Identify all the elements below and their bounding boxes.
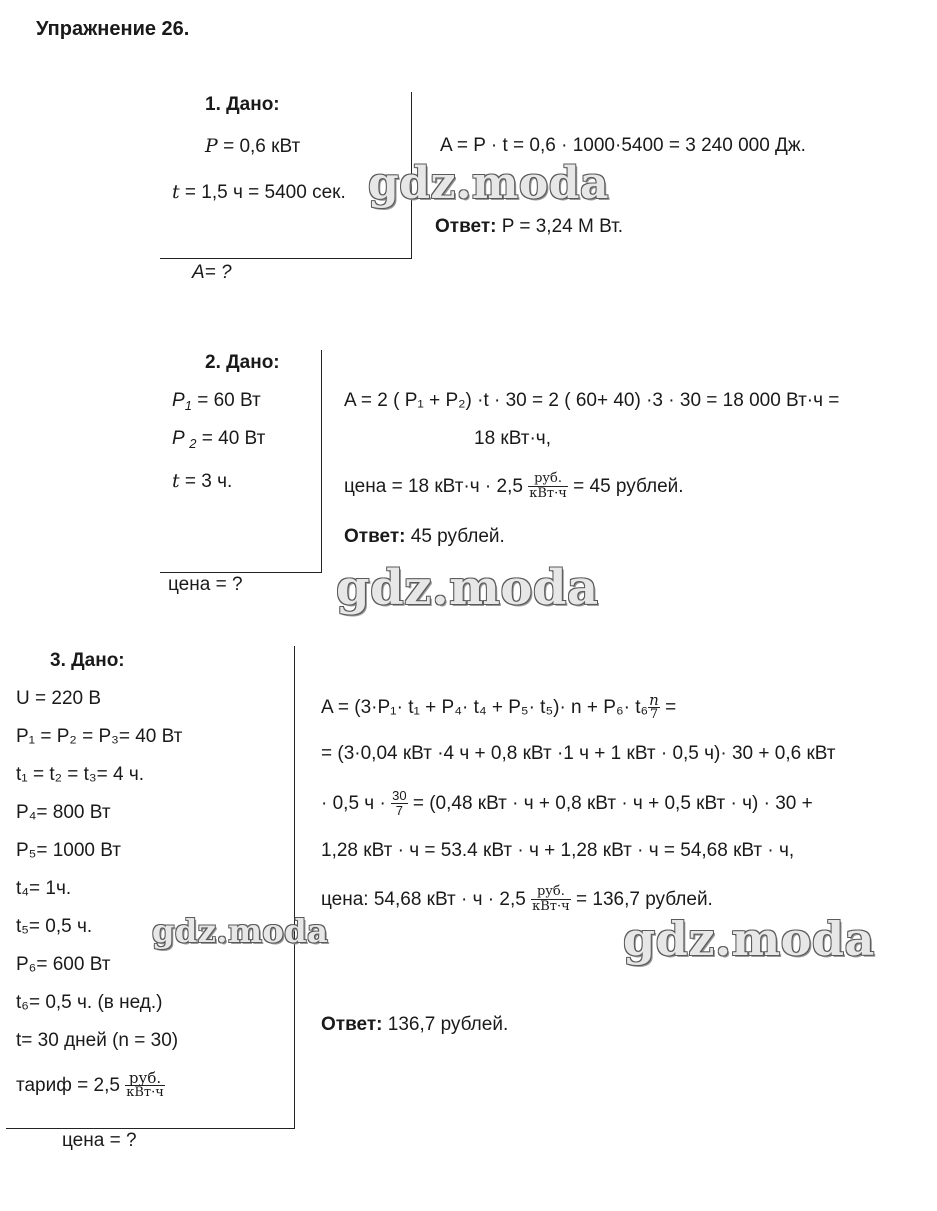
watermark-logo: gdz.moda (623, 912, 875, 966)
p1-solution: A = P · t = 0,6 · 1000·5400 = 3 240 000 Дж. (440, 135, 806, 156)
p2-heading: 2. Дано: (205, 352, 280, 373)
p2-price-line: цена = 18 кВт·ч · 2,5 $\frac{\text{руб.}}{\text{кВт·ч}}$ = 45 рублей. (344, 471, 684, 502)
p2-answer: Ответ: 45 рублей. (344, 526, 505, 547)
p3-given-p123: P₁ = P₂ = P₃= 40 Вт (16, 726, 183, 747)
p3-solution-line2: = (3·0,04 кВт ·4 ч + 0,8 кВт ·1 ч + 1 кВт · 0,5 ч)· 30 + 0,6 кВт (321, 743, 836, 764)
watermark-logo: gdz.moda (336, 560, 599, 616)
p3-line3-fraction: $\frac{30}{7}$ (392, 788, 407, 819)
p3-given-u: U = 220 В (16, 688, 102, 709)
p1-given-time: t = 1,5 ч = 5400 сек. (172, 181, 346, 203)
p3-solution-line1: A = (3·P₁· t₁ + P₄· t₄ + P₅· t₅)· n + P₆· t₆ $\frac{n}{7}$ = (321, 691, 677, 723)
p3-tariff-fraction: $\frac{\text{руб.}}{\text{кВт·ч}}$ (126, 1069, 164, 1101)
watermark-logo: gdz.moda (152, 912, 329, 950)
p3-line1-fraction: $\frac{n}{7}$ (649, 691, 659, 723)
watermark-logo: gdz.moda (368, 158, 610, 209)
p2-divider-vertical (321, 350, 322, 572)
p1-heading: 1. Дано: (205, 94, 280, 115)
p3-find: цена = ? (62, 1130, 137, 1151)
p2-given-p2: P $_2$ = 40 Вт (172, 428, 266, 451)
p3-divider-vertical (294, 646, 295, 1128)
p3-given-t4: t₄= 1ч. (16, 878, 72, 899)
p1-divider-horizontal (160, 258, 412, 259)
p3-given-t: t= 30 дней (n = 30) (16, 1030, 179, 1051)
p3-line5-fraction: $\frac{\text{руб.}}{\text{кВт·ч}}$ (532, 884, 570, 915)
p1-given-power: P = 0,6 кВт (205, 135, 301, 157)
p3-solution-line3: · 0,5 ч · $\frac{30}{7}$ = (0,48 кВт · ч + 0,8 кВт · ч + 0,5 кВт · ч) · 30 + (321, 788, 813, 819)
page-title: Упражнение 26. (36, 18, 190, 40)
p3-given-p6: P₆= 600 Вт (16, 954, 111, 975)
p2-find: цена = ? (168, 574, 243, 595)
p3-given-t6: t₆= 0,5 ч. (в нед.) (16, 992, 163, 1013)
p3-answer: Ответ: 136,7 рублей. (321, 1014, 509, 1035)
p2-formula-line2: 18 кВт·ч, (474, 428, 551, 449)
p3-given-t5: t₅= 0,5 ч. (16, 916, 93, 937)
p2-price-fraction: $\frac{\text{руб.}}{\text{кВт·ч}}$ (529, 471, 567, 502)
p2-given-t: t = 3 ч. (172, 470, 233, 492)
p3-solution-line4: 1,28 кВт · ч = 53.4 кВт · ч + 1,28 кВт · ч = 54,68 кВт · ч, (321, 840, 795, 861)
p3-given-p5: P₅= 1000 Вт (16, 840, 121, 861)
p3-given-p4: P₄= 800 Вт (16, 802, 111, 823)
p2-given-p1: $P_1 = 60$ Вт (172, 390, 261, 413)
p3-given-t123: t₁ = t₂ = t₃= 4 ч. (16, 764, 145, 785)
p1-find: А= ? (192, 262, 232, 283)
p3-solution-line5: цена: 54,68 кВт · ч · 2,5 $\frac{\text{руб.}}{\text{кВт·ч}}$ = 136,7 рублей. (321, 884, 713, 915)
p2-divider-horizontal (160, 572, 322, 573)
p3-given-tariff: тариф = 2,5 $\frac{\text{руб.}}{\text{кВт·ч}}$ (16, 1069, 164, 1101)
p3-divider-horizontal (6, 1128, 295, 1129)
p1-answer: Ответ: P = 3,24 М Вт. (435, 216, 624, 237)
p3-heading: 3. Дано: (50, 650, 125, 671)
p2-formula-line1: A = 2 ( P₁ + P₂) ·t · 30 = 2 ( 60+ 40) ·3 · 30 = 18 000 Вт·ч = (344, 390, 840, 411)
